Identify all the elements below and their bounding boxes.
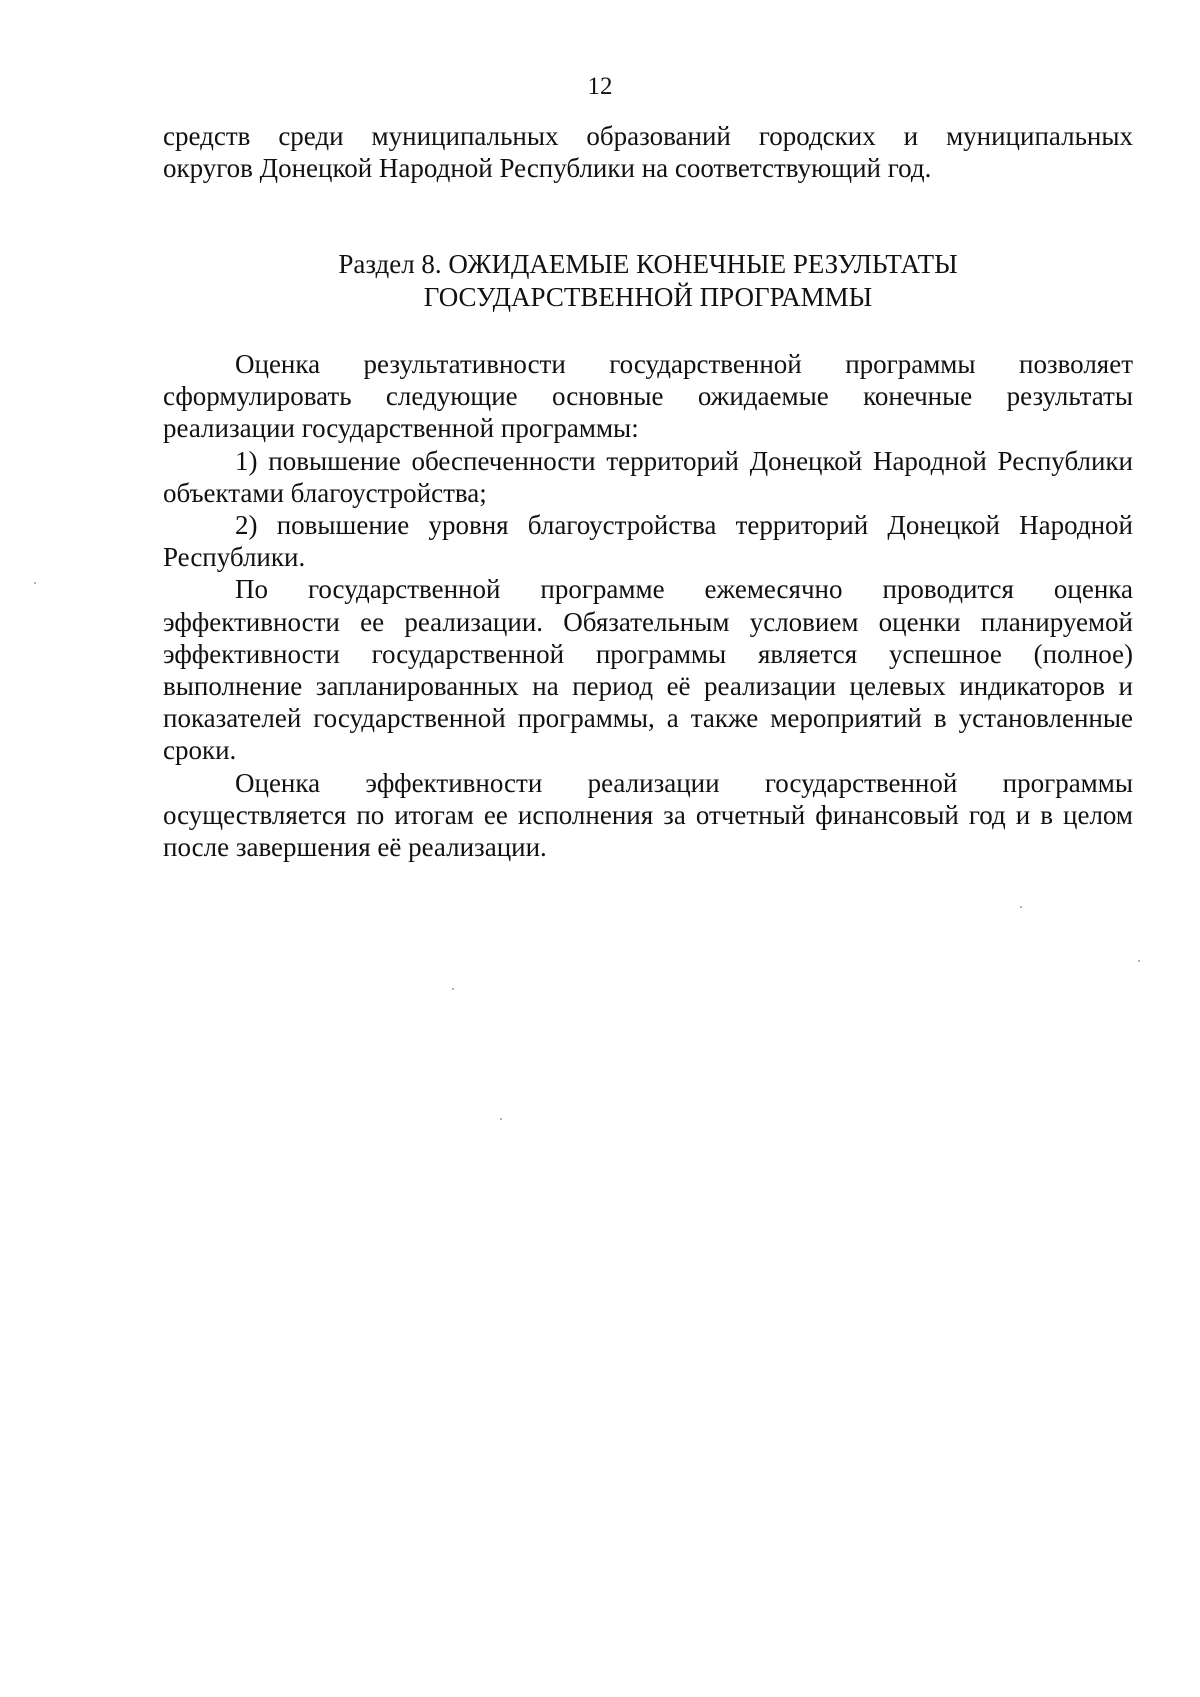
paragraph-result-2: 2) повышение уровня благоустройства территорий Донецкой Народной Республики. <box>163 510 1133 573</box>
scan-speck <box>500 1118 502 1120</box>
section-title-line-1: Раздел 8. ОЖИДАЕМЫЕ КОНЕЧНЫЕ РЕЗУЛЬТАТЫ <box>338 249 958 279</box>
section-title-line-2: ГОСУДАРСТВЕННОЙ ПРОГРАММЫ <box>423 281 873 312</box>
scan-speck <box>452 988 454 990</box>
scan-speck <box>1138 960 1140 962</box>
continuation-line-2: округов Донецкой Народной Республики на соответствующий год. <box>163 153 932 184</box>
paragraph-result-1: 1) повышение обеспеченности территорий Донецкой Народной Республики объектами благоустройства; <box>163 445 1133 508</box>
paragraph-assessment: Оценка результативности государственной программы позволяет сформулировать следующие основные ожидаемые конечные результаты реализации государственной программы: <box>163 349 1133 444</box>
section-heading <box>163 248 1133 313</box>
section-body <box>163 348 1133 863</box>
continuation-line-1: средств среди муниципальных образований городских и муниципальных <box>163 121 1133 151</box>
continuation-paragraph <box>163 120 1133 184</box>
paragraph-evaluation-timing: Оценка эффективности реализации государственной программы осуществляется по итогам ее исполнения за отчетный финансовый год и в целом после завершения её реализации. <box>163 767 1133 863</box>
scan-speck <box>34 582 36 584</box>
paragraph-monthly-evaluation: По государственной программе ежемесячно проводится оценка эффективности ее реализации. Обязательным условием оценки планируемой эффективности государственной программы является успешное (полное) выполнение запланированных на период её реализации целевых индикаторов и показателей государственной программы, а также мероприятий в установленные сроки. <box>163 574 1133 766</box>
page-number: 12 <box>587 73 613 100</box>
scan-speck <box>1020 906 1022 908</box>
